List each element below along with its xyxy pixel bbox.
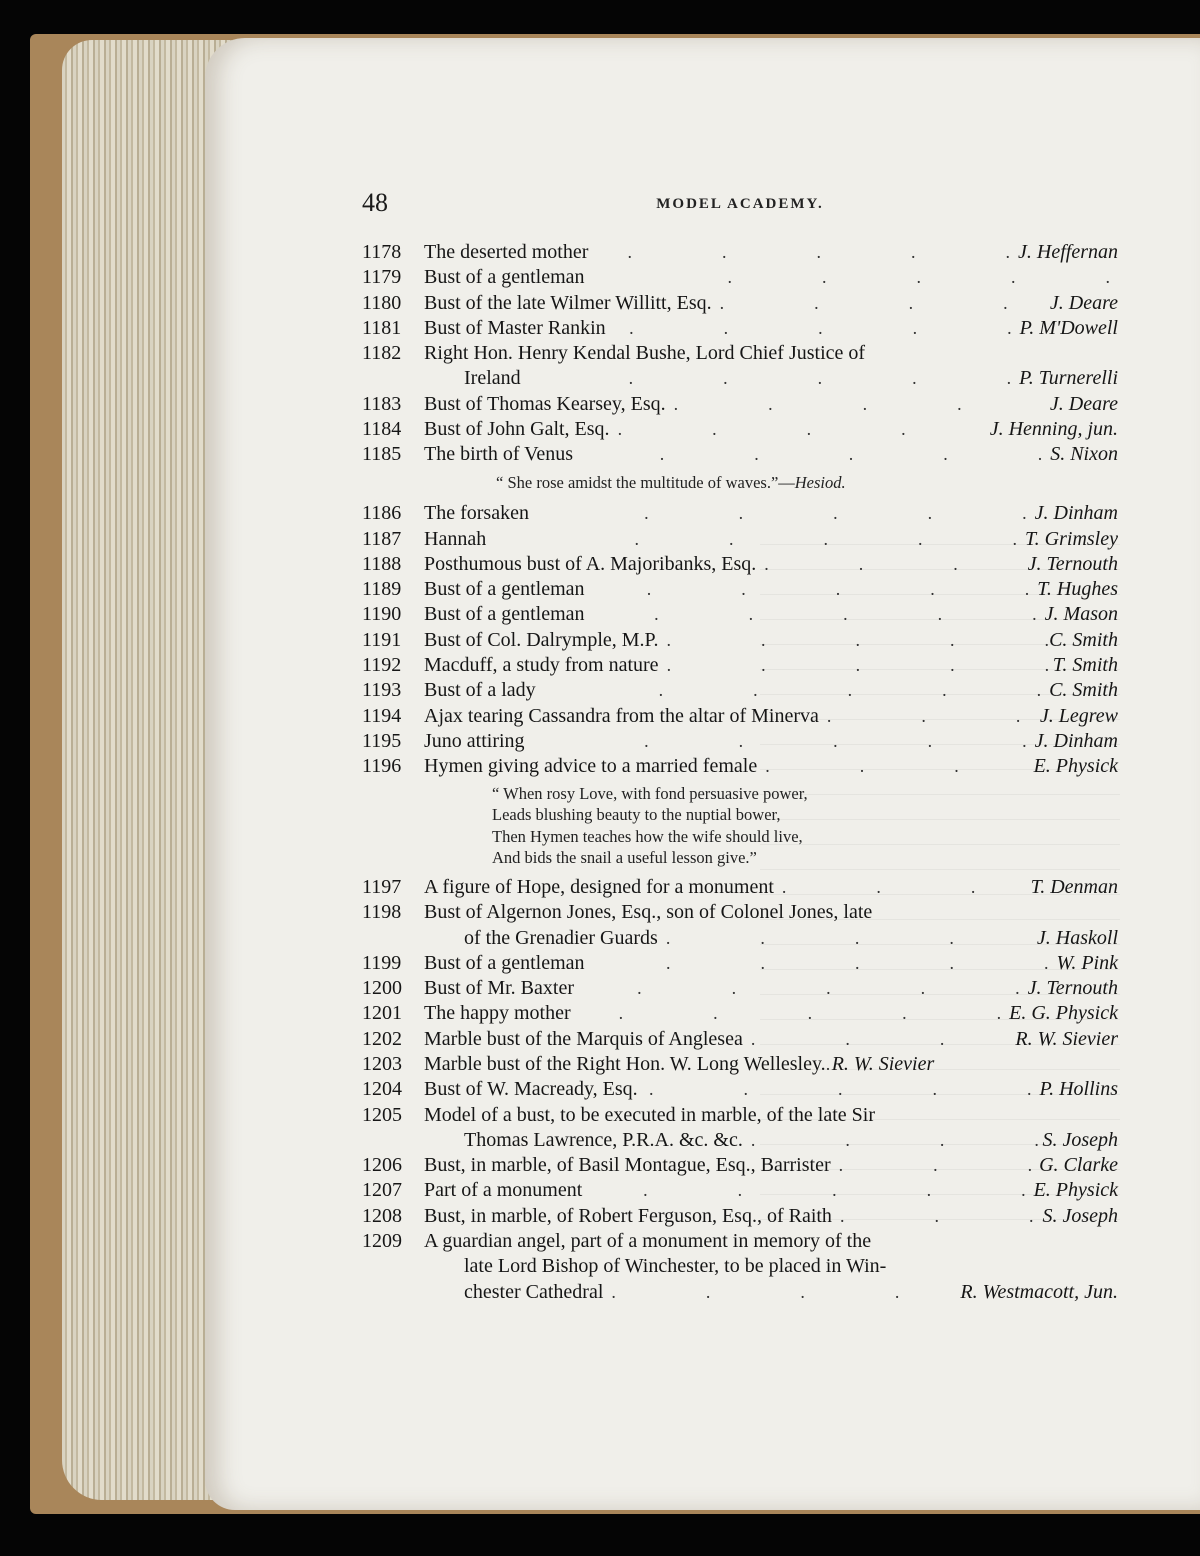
entry-number: 1179 — [362, 266, 402, 289]
entry-artist: S. Nixon — [1050, 443, 1118, 466]
entry-artist: R. Westmacott, Jun. — [960, 1280, 1118, 1303]
catalogue-entry — [362, 704, 1118, 729]
entry-number: 1203 — [362, 1052, 402, 1075]
entry-title-cont: chester Cathedral — [464, 1280, 604, 1303]
entry-artist: J. Ternouth — [1027, 552, 1118, 575]
entry-title-cont: Ireland — [464, 367, 521, 390]
entry-title: Marble bust of the Marquis of Anglesea — [424, 1027, 743, 1050]
catalogue-entry — [362, 265, 1118, 290]
catalogue-entry — [362, 900, 1118, 951]
entry-title: Marble bust of the Right Hon. W. Long Wellesley. — [424, 1052, 826, 1075]
catalogue-entry — [362, 653, 1118, 678]
entry-title: The happy mother — [424, 1002, 571, 1025]
entry-artist: J. Henning, jun. — [989, 418, 1118, 441]
catalogue-entry — [362, 417, 1118, 442]
entry-title: Bust of a gentleman — [424, 603, 585, 626]
entry-artist: E. Physick — [1033, 755, 1118, 778]
catalogue-entry — [362, 678, 1118, 703]
catalogue-entry — [362, 392, 1118, 417]
entry-number: 1199 — [362, 951, 402, 974]
entry-number: 1198 — [362, 901, 402, 924]
entry-title: Bust of Algernon Jones, Esq., son of Colonel Jones, late — [424, 901, 873, 924]
catalogue-entry — [362, 1103, 1118, 1154]
entry-title-cont: of the Grenadier Guards — [464, 926, 658, 949]
catalogue-entry — [362, 951, 1118, 976]
entry-title: Bust, in marble, of Robert Ferguson, Esq., of Raith — [424, 1204, 832, 1227]
entry-artist: J. Deare — [1049, 291, 1118, 314]
catalogue-entry — [362, 628, 1118, 653]
entry-title: Bust of a gentleman — [424, 266, 585, 289]
catalogue-list — [362, 240, 1118, 1305]
catalogue-entry — [362, 976, 1118, 1001]
entry-artist: S. Joseph — [1042, 1204, 1118, 1227]
entry-artist: J. Heffernan — [1018, 241, 1118, 263]
entry-artist: C. Smith — [1049, 628, 1118, 651]
entry-number: 1200 — [362, 977, 402, 1000]
entry-artist: P. M'Dowell — [1019, 316, 1118, 339]
entry-number: 1206 — [362, 1154, 402, 1177]
entry-title: Bust of Master Rankin — [424, 316, 606, 339]
entry-title: A figure of Hope, designed for a monument — [424, 875, 774, 898]
verse-line: Leads blushing beauty to the nuptial bower, — [492, 805, 781, 825]
entry-title: Juno attiring — [424, 729, 525, 752]
catalogue-entry — [362, 1153, 1118, 1178]
entry-title: Bust of a lady — [424, 679, 536, 702]
catalogue-entry — [362, 1229, 1118, 1305]
entry-artist: E. Physick — [1033, 1179, 1118, 1202]
entry-number: 1185 — [362, 443, 402, 466]
entry-number: 1183 — [362, 392, 402, 415]
entry-artist: T. Denman — [1030, 875, 1118, 898]
entry-title: Bust of a gentleman — [424, 951, 585, 974]
entry-number: 1195 — [362, 729, 402, 752]
page-header — [362, 188, 1118, 224]
entry-title-cont: Thomas Lawrence, P.R.A. &c. &c. — [464, 1128, 743, 1151]
catalogue-entry — [362, 602, 1118, 627]
page-number: 48 — [362, 188, 388, 217]
entry-artist: P. Turnerelli — [1019, 367, 1118, 390]
catalogue-entry — [362, 754, 1118, 779]
verse-line: Then Hymen teaches how the wife should live, — [492, 826, 803, 846]
entry-number: 1205 — [362, 1103, 402, 1126]
catalogue-entry — [362, 1027, 1118, 1052]
entry-number: 1186 — [362, 502, 402, 525]
entry-artist: T. Hughes — [1037, 578, 1118, 601]
catalogue-entry — [362, 1077, 1118, 1102]
entry-number: 1189 — [362, 578, 402, 601]
entry-artist: J. Legrew — [1039, 704, 1118, 727]
epigraph-hymen — [362, 783, 1118, 869]
catalogue-entry — [362, 1001, 1118, 1026]
entry-number: 1190 — [362, 603, 402, 626]
entry-artist: E. G. Physick — [1009, 1002, 1118, 1025]
entry-title: Part of a monument — [424, 1179, 583, 1202]
entry-number: 1192 — [362, 654, 402, 677]
entry-number: 1191 — [362, 628, 402, 651]
entry-title: Bust of Thomas Kearsey, Esq. — [424, 392, 666, 415]
entry-number: 1197 — [362, 875, 402, 898]
entry-title: Model of a bust, to be executed in marble, of the late Sir — [424, 1103, 875, 1126]
catalogue-entry — [362, 316, 1118, 341]
entry-title: The birth of Venus — [424, 443, 574, 466]
entry-number: 1187 — [362, 527, 402, 550]
catalogue-entry — [362, 240, 1118, 265]
entry-title: Posthumous bust of A. Majoribanks, Esq. — [424, 552, 757, 575]
entry-title: Ajax tearing Cassandra from the altar of Minerva — [424, 704, 819, 727]
entry-artist: T. Smith — [1052, 654, 1118, 677]
entry-number: 1194 — [362, 704, 402, 727]
catalogue-entry — [362, 501, 1118, 526]
verse-line: And bids the snail a useful lesson give.” — [492, 848, 757, 868]
entry-title: Bust of the late Wilmer Willitt, Esq. — [424, 291, 712, 314]
entry-title: The deserted mother — [424, 241, 589, 263]
catalogue-entry — [362, 552, 1118, 577]
verse-line: “ When rosy Love, with fond persuasive power, — [492, 783, 808, 803]
entry-title: Bust of a gentleman — [424, 578, 585, 601]
entry-artist: S. Joseph — [1042, 1128, 1118, 1151]
catalogue-entry — [362, 729, 1118, 754]
entry-number: 1181 — [362, 316, 402, 339]
entry-artist: G. Clarke — [1039, 1154, 1118, 1177]
entry-number: 1204 — [362, 1078, 402, 1101]
entry-artist: W. Pink — [1056, 951, 1118, 974]
entry-number: 1178 — [362, 241, 402, 263]
running-title: MODEL ACADEMY. — [656, 196, 824, 212]
entry-artist: R. W. Sievier — [831, 1052, 935, 1075]
entry-number: 1188 — [362, 552, 402, 575]
entry-number: 1193 — [362, 679, 402, 702]
quote-text: “ She rose amidst the multitude of waves.”— — [496, 472, 795, 492]
entry-number: 1201 — [362, 1002, 402, 1025]
entry-number: 1184 — [362, 418, 402, 441]
entry-title: Bust, in marble, of Basil Montague, Esq., Barrister — [424, 1154, 831, 1177]
entry-number: 1180 — [362, 291, 402, 314]
entry-number: 1202 — [362, 1027, 402, 1050]
entry-artist: J. Dinham — [1034, 502, 1118, 525]
catalogue-entry — [362, 527, 1118, 552]
entry-title: Macduff, a study from nature — [424, 654, 659, 677]
entry-title: Hannah — [424, 527, 487, 550]
entry-artist: C. Smith — [1049, 679, 1118, 702]
entry-title: Hymen giving advice to a married female — [424, 755, 758, 778]
entry-artist: P. Hollins — [1039, 1078, 1118, 1101]
entry-title: Bust of W. Macready, Esq. — [424, 1078, 638, 1101]
entry-title: Bust of Col. Dalrymple, M.P. — [424, 628, 659, 651]
entry-artist: R. W. Sievier — [1015, 1027, 1118, 1050]
entry-number: 1209 — [362, 1230, 402, 1253]
entry-title: The forsaken — [424, 502, 529, 525]
catalogue-entry — [362, 291, 1118, 316]
entry-number: 1207 — [362, 1179, 402, 1202]
entry-artist: J. Deare — [1049, 392, 1118, 415]
catalogue-entry — [362, 1052, 1118, 1077]
catalogue-entry — [362, 577, 1118, 602]
entry-number: 1182 — [362, 342, 402, 365]
catalogue-entry — [362, 1178, 1118, 1203]
entry-artist: T. Grimsley — [1025, 527, 1118, 550]
entry-title-cont: late Lord Bishop of Winchester, to be placed in Win- — [464, 1255, 887, 1278]
entry-number: 1208 — [362, 1204, 402, 1227]
quote-attribution: Hesiod. — [794, 472, 846, 492]
catalogue-entry — [362, 1204, 1118, 1229]
catalogue-entry — [362, 341, 1118, 392]
catalogue-entry — [362, 875, 1118, 900]
epigraph-hesiod — [362, 472, 1118, 494]
entry-artist: J. Mason — [1044, 603, 1118, 626]
entry-title: Bust of Mr. Baxter — [424, 977, 574, 1000]
entry-artist: J. Dinham — [1034, 729, 1118, 752]
entry-number: 1196 — [362, 755, 402, 778]
catalogue-entry — [362, 442, 1118, 467]
entry-title: A guardian angel, part of a monument in memory of the — [424, 1230, 872, 1253]
entry-artist: J. Ternouth — [1027, 977, 1118, 1000]
entry-title: Right Hon. Henry Kendal Bushe, Lord Chief Justice of — [424, 342, 866, 365]
entry-artist: J. Haskoll — [1036, 926, 1118, 949]
entry-title: Bust of John Galt, Esq. — [424, 418, 610, 441]
